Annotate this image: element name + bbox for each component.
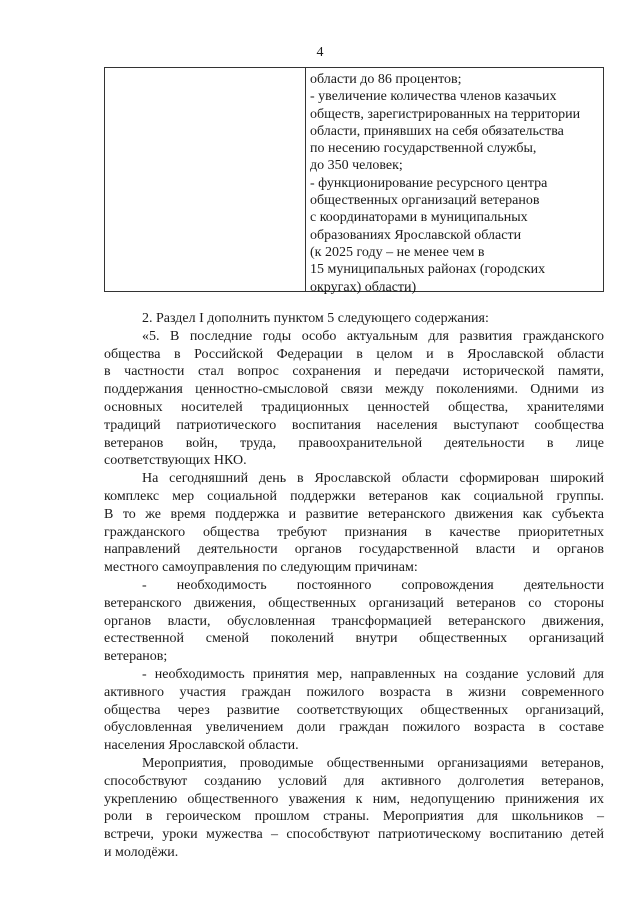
table-line: обществ, зарегистрированных на территории — [310, 106, 581, 122]
text-line: «5. В последние годы особо актуальным для развития гражданского — [142, 328, 604, 344]
table-right-cell — [306, 68, 603, 295]
table-line: 15 муниципальных районах (городских — [310, 262, 546, 278]
text-line: На сегодняшний день в Ярославской области сформирован широкий — [142, 471, 604, 487]
text-line: обусловленная увеличением доли граждан пожилого возраста в составе — [104, 720, 604, 736]
paragraph-3 — [104, 577, 604, 666]
text-line: населения Ярославской области. — [104, 738, 299, 754]
table-line: (к 2025 году – не менее чем в — [310, 244, 485, 260]
text-line: основных носителей традиционных ценностей общества, хранителями — [104, 399, 604, 415]
text-line: активного участия граждан пожилого возраста в жизни современного — [104, 684, 604, 700]
text-line: и молодёжи. — [104, 844, 179, 860]
text-line: местного самоуправления по следующим причинам: — [104, 560, 418, 576]
text-line: органов власти, обусловленная трансформацией ветеранского движения, — [104, 613, 604, 629]
text-line: соответствующих НКО. — [104, 453, 247, 469]
text-line: направлений деятельности органов государственной власти и органов — [104, 542, 604, 558]
text-line: в частности стал вопрос сохранения и передачи исторической памяти, — [104, 364, 604, 380]
page-number: 4 — [316, 45, 324, 60]
table-line: по несению государственной службы, — [310, 141, 537, 157]
table-line: округах) области) — [310, 279, 417, 295]
table-line: образованиях Ярославской области — [310, 227, 522, 243]
text-line: общества через развитие соответствующих общественных организаций, — [104, 702, 604, 718]
text-line: естественной сменой поколений внутри общественных организаций — [104, 631, 604, 647]
text-line: способствуют созданию условий для активного долголетия ветеранов, — [104, 773, 604, 789]
paragraph-4 — [104, 666, 604, 755]
text-line: комплекс мер социальной поддержки ветеранов как социальной группы. — [104, 488, 604, 504]
table-line: - увеличение количества членов казачьих — [310, 89, 557, 105]
text-line: ветеранского движения, общественных организаций ветеранов со стороны — [104, 595, 604, 611]
table-line: - функционирование ресурсного центра — [310, 175, 548, 191]
document-body — [104, 310, 604, 862]
text-line: традиций патриотического воспитания населения выступают сообщества — [104, 417, 604, 433]
text-line: ветеранов войн, труда, правоохранительной деятельности в лице — [104, 435, 604, 451]
text-line: Мероприятия, проводимые общественными организациями ветеранов, — [142, 755, 604, 771]
table — [104, 67, 604, 295]
table-line: с координаторами в муниципальных — [310, 210, 528, 226]
paragraph-1 — [104, 328, 604, 470]
table-line: области, принявших на себя обязательства — [310, 123, 564, 139]
text-line: гражданского общества требуют признания в качестве приоритетных — [104, 524, 604, 540]
text-line: роли в героическом прошлом страны. Мероприятия для школьников – — [104, 809, 604, 825]
text-line: В то же время поддержка и развитие ветеранского движения как субъекта — [104, 506, 604, 522]
paragraph-5 — [104, 755, 604, 862]
paragraph-2 — [104, 470, 604, 577]
table-line: области до 86 процентов; — [310, 72, 462, 87]
text-line: ветеранов; — [104, 649, 168, 665]
text-line: укреплению общественного уважения к ним, недопущению принижения их — [104, 791, 604, 807]
intro-line: 2. Раздел I дополнить пунктом 5 следующего содержания: — [142, 311, 489, 326]
text-line: - необходимость постоянного сопровождения деятельности — [142, 577, 604, 593]
text-line: поддержания ценностно-смысловой связи между поколениями. Одними из — [104, 382, 604, 398]
table-left-cell — [105, 68, 306, 291]
text-line: общества в Российской Федерации в целом и в Ярославской области — [104, 346, 604, 362]
table-line: общественных организаций ветеранов — [310, 193, 540, 209]
text-line: - необходимость принятия мер, направленных на создание условий для — [142, 666, 604, 682]
text-line: встречи, уроки мужества – способствуют патриотическому воспитанию детей — [104, 827, 604, 843]
table-line: до 350 человек; — [310, 158, 403, 174]
